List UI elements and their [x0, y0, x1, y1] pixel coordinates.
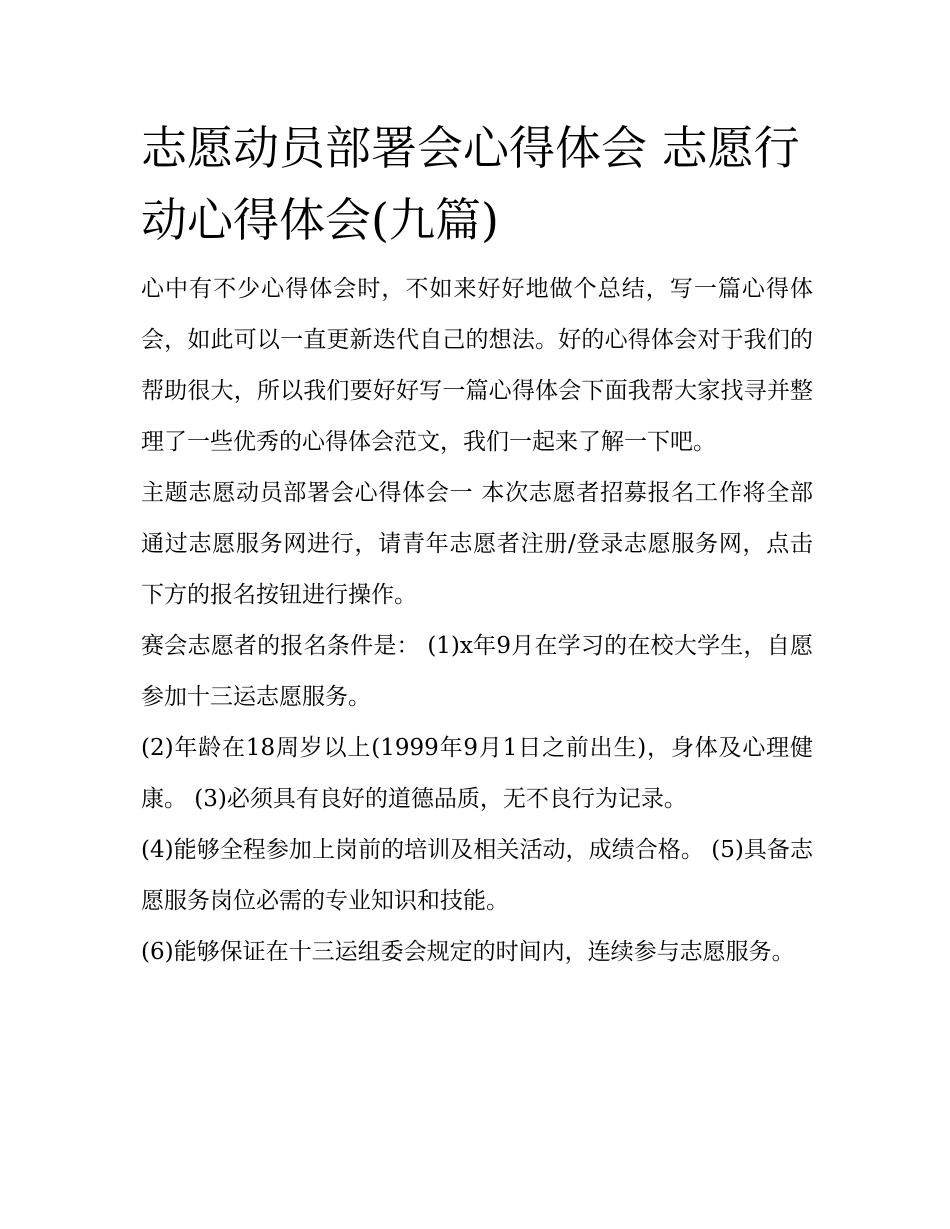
document-title: 志愿动员部署会心得体会 志愿行动心得体会(九篇) — [141, 121, 800, 247]
paragraph-requirements: 赛会志愿者的报名条件是： (1)x年9月在学习的在校大学生，自愿参加十三运志愿服务。 — [141, 633, 813, 710]
document-body — [141, 112, 813, 978]
paragraph-requirement-6: (6)能够保证在十三运组委会规定的时间内，连续参与志愿服务。 — [141, 939, 795, 965]
paragraph-requirement-4-5: (4)能够全程参加上岗前的培训及相关活动，成绩合格。 (5)具备志愿服务岗位必需的专业知识和技能。 — [141, 837, 813, 914]
paragraph-topic-one: 主题志愿动员部署会心得体会一 本次志愿者招募报名工作将全部通过志愿服务网进行，请青年志愿者注册/登录志愿服务网，点击下方的报名按钮进行操作。 — [141, 480, 813, 608]
paragraph-intro: 心中有不少心得体会时，不如来好好地做个总结，写一篇心得体会，如此可以一直更新迭代自己的想法。好的心得体会对于我们的帮助很大，所以我们要好好写一篇心得体会下面我帮大家找寻并整理了一些优秀的心得体会范文，我们一起来了解一下吧。 — [141, 276, 813, 455]
paragraph-requirement-2-3: (2)年龄在18周岁以上(1999年9月1日之前出生)，身体及心理健康。 (3)必须具有良好的道德品质，无不良行为记录。 — [141, 735, 813, 812]
